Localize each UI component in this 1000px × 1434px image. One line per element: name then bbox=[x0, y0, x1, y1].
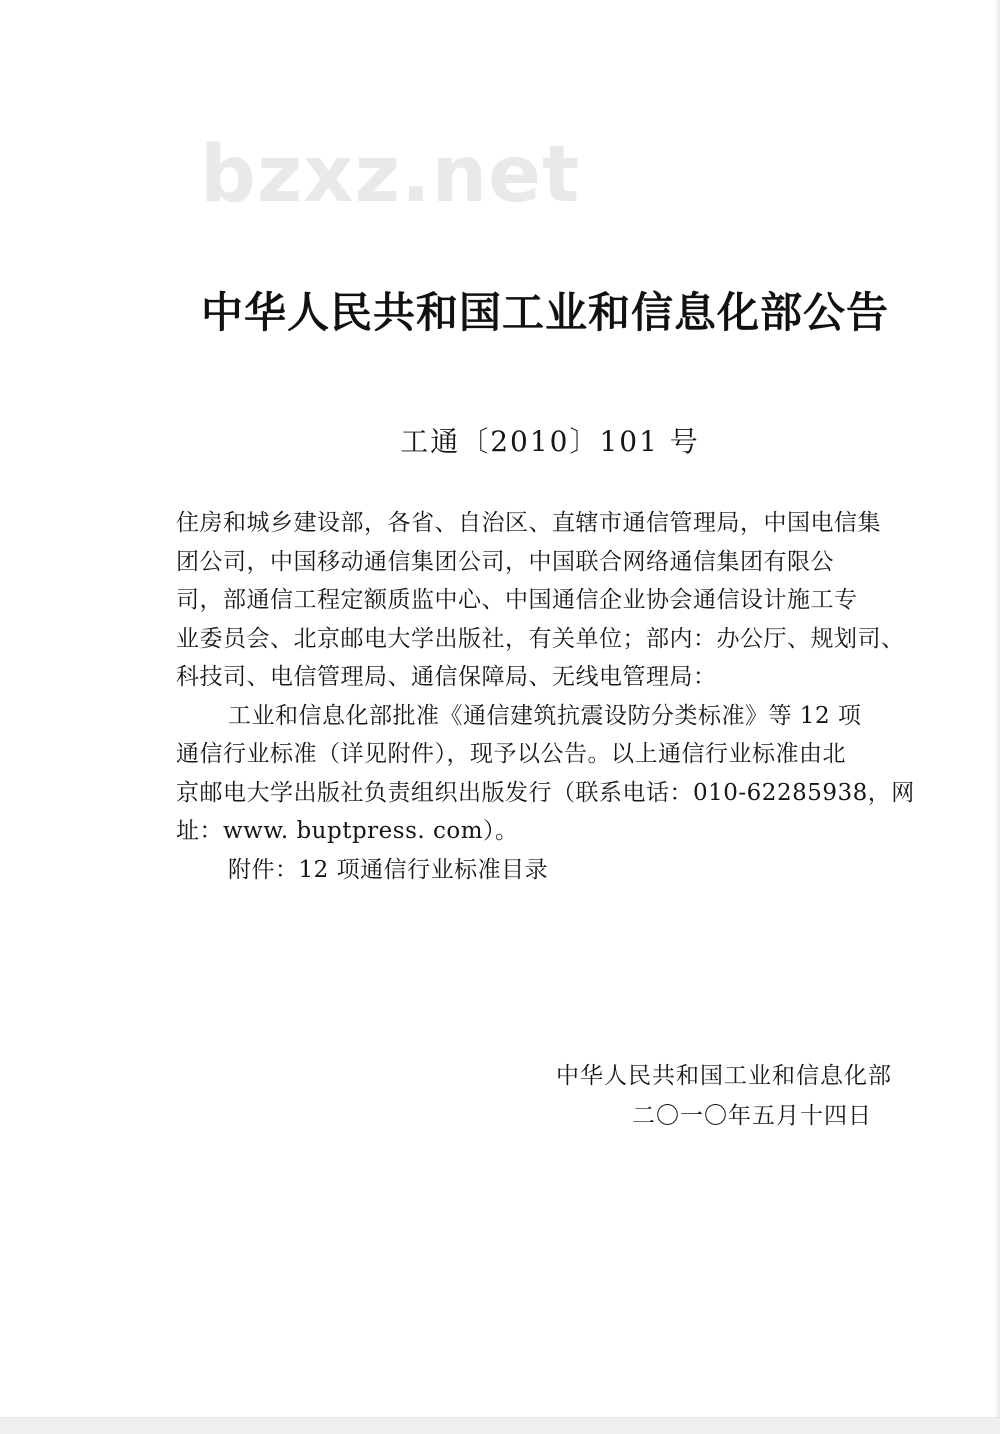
addressee-line: 团公司，中国移动通信集团公司，中国联合网络通信集团有限公 bbox=[176, 548, 834, 575]
page-title: 中华人民共和国工业和信息化部公告 bbox=[200, 288, 889, 337]
announcement-line: 京邮电大学出版社负责组织出版发行（联系电话：010-62285938，网 bbox=[176, 779, 915, 806]
bottom-strip bbox=[0, 1417, 1000, 1434]
addressee-line: 科技司、电信管理局、通信保障局、无线电管理局： bbox=[176, 664, 717, 690]
announcement-line: 通信行业标准（详见附件），现予以公告。以上通信行业标准由北 bbox=[176, 741, 846, 767]
addressee-line: 住房和城乡建设部，各省、自治区、直辖市通信管理局，中国电信集 bbox=[176, 510, 881, 536]
announcement-body bbox=[176, 504, 926, 889]
watermark: bzxz.net bbox=[200, 130, 581, 220]
addressee-line: 司，部通信工程定额质监中心、中国通信企业协会通信设计施工专 bbox=[176, 587, 858, 613]
issue-date: 二〇一〇年五月十四日 bbox=[632, 1103, 872, 1129]
attachment-line: 附件：12 项通信行业标准目录 bbox=[228, 856, 549, 883]
addressee-line: 业委员会、北京邮电大学出版社，有关单位；部内：办公厅、规划司、 bbox=[176, 625, 905, 652]
announcement-line: 工业和信息化部批准《通信建筑抗震设防分类标准》等 12 项 bbox=[228, 702, 862, 729]
document-number: 工通〔2010〕101 号 bbox=[400, 425, 700, 458]
announcement-line: 址：www. buptpress. com）。 bbox=[176, 818, 519, 844]
page-edge-shadow bbox=[994, 0, 1000, 1434]
signatory: 中华人民共和国工业和信息化部 bbox=[556, 1063, 892, 1089]
